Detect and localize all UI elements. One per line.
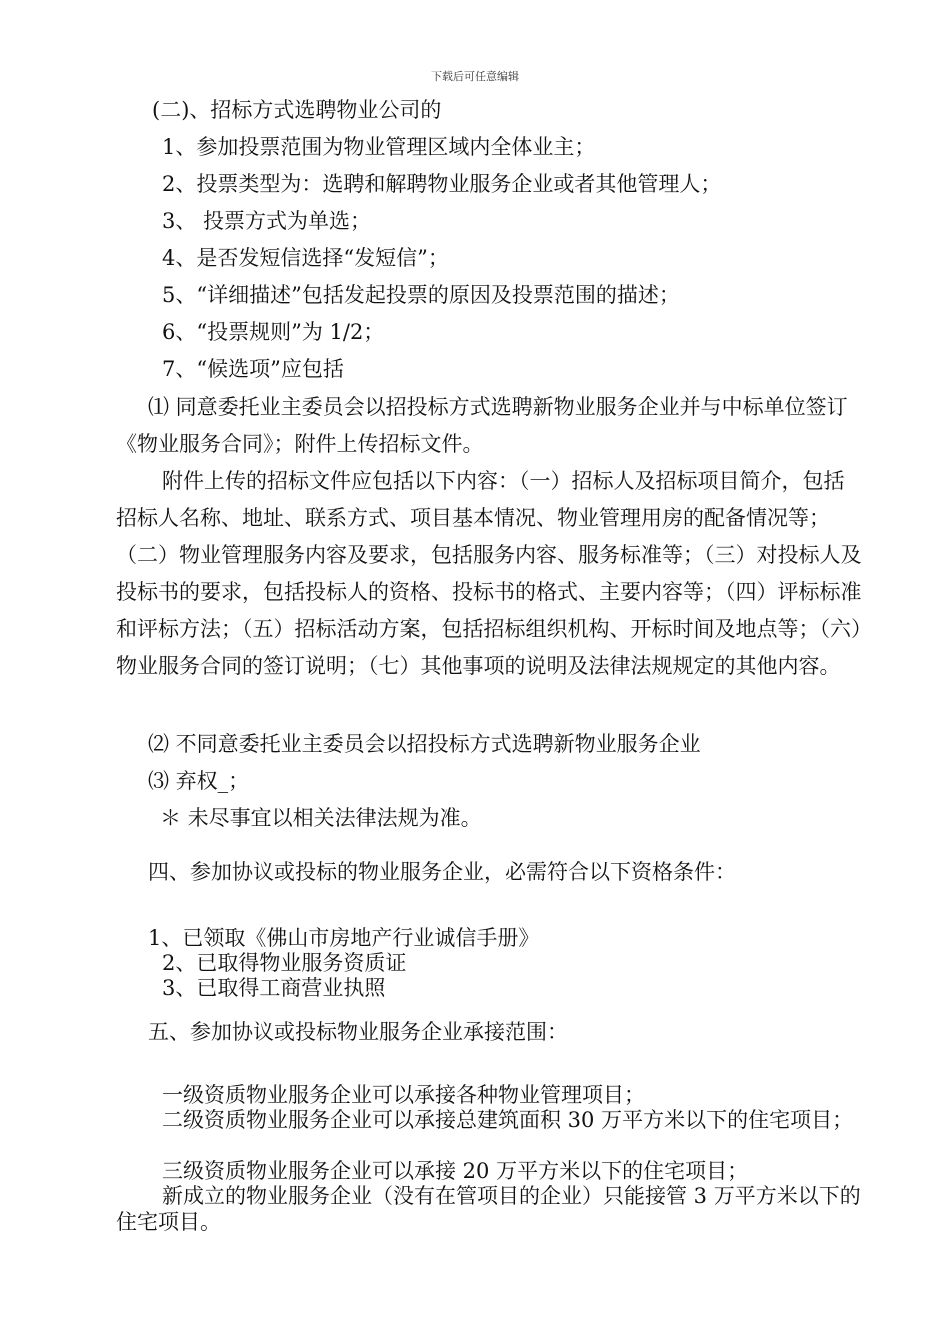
section-heading-qualifications: 四、参加协议或投标的物业服务企业，必需符合以下资格条件：	[148, 860, 736, 884]
list-item: 2、投票类型为：选聘和解聘物业服务企业或者其他管理人；	[162, 172, 722, 196]
scope-item: 二级资质物业服务企业可以承接总建筑面积 30 万平方米以下的住宅项目；	[162, 1108, 854, 1132]
list-item: 1、参加投票范围为物业管理区域内全体业主；	[162, 135, 596, 159]
list-item: 4、是否发短信选择“发短信”；	[162, 246, 449, 270]
option-abstain: ⑶ 弃权_；	[148, 769, 250, 793]
option-disagree: ⑵ 不同意委托业主委员会以招投标方式选聘新物业服务企业	[148, 732, 701, 756]
list-item: 3、已取得工商营业执照	[162, 976, 386, 1000]
scope-item: 一级资质物业服务企业可以承接各种物业管理项目；	[162, 1083, 645, 1107]
option-agree-paragraph: ⑴ 同意委托业主委员会以招投标方式选聘新物业服务企业并与中标单位签订《物业服务合同》；附件上传招标文件。	[116, 395, 848, 456]
list-item: 2、已取得物业服务资质证	[162, 951, 407, 975]
list-item: 7、“候选项”应包括	[162, 357, 344, 381]
tender-document-paragraph: 附件上传的招标文件应包括以下内容：（一）招标人及招标项目简介，包括招标人名称、地址、联系方式、项目基本情况、物业管理用房的配备情况等；（二）物业管理服务内容及要求，包括服务内容、服务标准等；（三）对投标人及投标书的要求，包括投标人的资格、投标书的格式、主要内容等；（四）评标标准和评标方法；（五）招标活动方案，包括招标组织机构、开标时间及地点等；（六）物业服务合同的签订说明；（七）其他事项的说明及法律法规规定的其他内容。	[116, 469, 862, 678]
scope-item: 新成立的物业服务企业（没有在管项目的企业）只能接管 3 万平方米以下的住宅项目。	[116, 1184, 861, 1234]
section-heading-scope: 五、参加协议或投标物业服务企业承接范围：	[148, 1020, 568, 1044]
list-item: 5、“详细描述”包括发起投票的原因及投票范围的描述；	[162, 283, 680, 307]
list-item: 3、 投票方式为单选；	[162, 209, 372, 233]
section-heading-tender: (二)、招标方式选聘物业公司的	[152, 98, 442, 122]
page-header: 下载后可任意编辑	[431, 70, 519, 83]
list-item: 1、已领取《佛山市房地产行业诚信手册》	[148, 926, 540, 950]
list-item: 6、“投票规则”为 1/2；	[162, 320, 385, 344]
scope-item: 三级资质物业服务企业可以承接 20 万平方米以下的住宅项目；	[162, 1159, 749, 1183]
note-line: ＊ 未尽事宜以相关法律法规为准。	[160, 806, 482, 830]
